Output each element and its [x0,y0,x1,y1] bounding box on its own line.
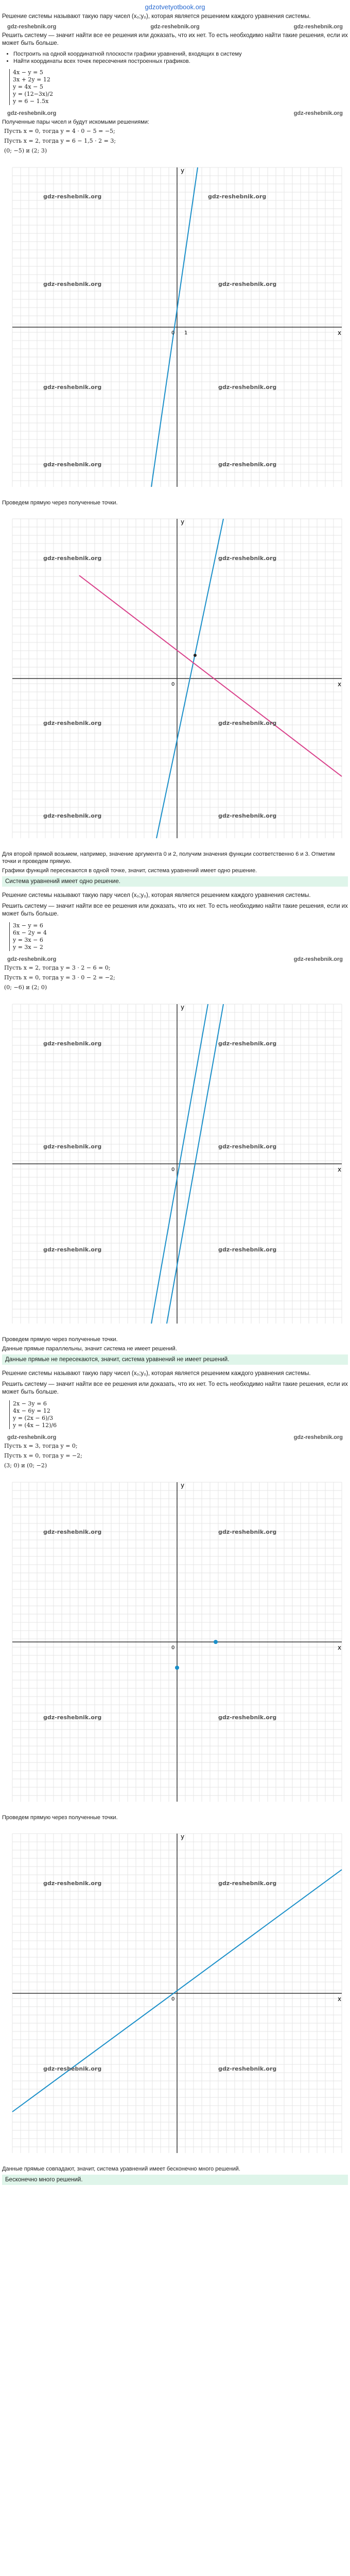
svg-text:gdz-reshebnik.org: gdz-reshebnik.org [43,2065,102,2072]
points-line: Пусть x = 2, тогда y = 3 · 2 − 6 = 0; [4,964,111,971]
svg-text:gdz-reshebnik.org: gdz-reshebnik.org [218,2065,277,2072]
svg-text:gdz-reshebnik.org: gdz-reshebnik.org [43,1143,102,1150]
svg-text:gdz-reshebnik.org: gdz-reshebnik.org [218,1246,277,1253]
draw-label: Проведем прямую через полученные точки. [2,1815,118,1821]
point-3-0 [214,1640,218,1644]
svg-text:gdz-reshebnik.org: gdz-reshebnik.org [43,1246,102,1253]
equation-system: 3x − y = 6 6x − 2y = 4 y = 3x − 6 y = 3x − 2 [9,922,47,951]
intro-text: Решение системы называют такую пару чисел (x₀;y₀), которая является решением каждого уравнения системы. [2,13,311,20]
svg-text:x: x [338,681,342,688]
answer-note: Графики функций пересекаются в одной точке, значит, система уравнений имеет одно решение. [2,868,257,874]
graph-1 [2,157,350,497]
points-label: Полученные пары чисел и будут искомыми решениями: [2,119,149,125]
svg-text:gdz-reshebnik.org: gdz-reshebnik.org [218,1880,277,1887]
answer-note: Данные прямые совпадают, значит, система уравнений имеет бесконечно много решений. [2,2166,240,2172]
points-line: Пусть x = 0, тогда y = −2; [4,1452,82,1459]
draw-label: Проведем прямую через полученные точки. [2,1336,118,1343]
point-0-minus-2 [175,1666,179,1670]
y-axis-label: y [181,167,185,174]
svg-text:x: x [338,1166,342,1173]
svg-text:y: y [181,1833,185,1840]
graph-3a [2,1472,350,1812]
method-text: Решить систему — значит найти все ее решения или доказать, что их нет. То есть необходимо найти такие решения, если их может быть больше. [2,903,348,917]
points-line: Пусть x = 0, тогда y = 4 · 0 − 5 = −5; [4,128,115,134]
svg-text:gdz-reshebnik.org: gdz-reshebnik.org [218,812,277,819]
intersection-point [194,654,197,657]
points-mark: (3; 0) и (0; −2) [4,1462,47,1469]
intro-text: Решение системы называют такую пару чисел (x₀;y₀), которая является решением каждого уравнения системы. [2,1370,311,1377]
method-text: Решить систему — значит найти все ее решения или доказать, что их нет. То есть необходимо найти такие решения, если их может быть больше. [2,32,348,46]
svg-text:gdz-reshebnik.org: gdz-reshebnik.org [43,720,102,726]
svg-text:gdz-reshebnik.org: gdz-reshebnik.org [43,1040,102,1047]
svg-text:gdz-reshebnik.org: gdz-reshebnik.org [43,384,102,391]
svg-text:gdz-reshebnik.org: gdz-reshebnik.org [218,461,277,468]
intro-text: Решение системы называют такую пару чисел (x₀;y₀), которая является решением каждого уравнения системы. [2,892,311,899]
svg-text:0: 0 [171,1996,175,2002]
x-axis-label: x [338,329,342,336]
graph-3b [2,1823,350,2163]
steps-list [7,50,348,65]
svg-text:y: y [181,518,185,526]
svg-text:gdz-reshebnik.org: gdz-reshebnik.org [218,384,277,391]
watermark: gdz-reshebnik.org [150,24,200,30]
step-item: • Найти координаты всех точек пересечения построенных графиков. [13,58,348,65]
svg-text:gdz-reshebnik.org: gdz-reshebnik.org [218,720,277,726]
graph-1b [2,509,350,849]
svg-text:gdz-reshebnik.org: gdz-reshebnik.org [43,1714,102,1721]
watermark: gdz-reshebnik.org [293,24,343,30]
svg-text:y: y [181,1004,185,1011]
svg-text:y: y [181,1482,185,1489]
solution-1: Решение системы называют такую пару чисел (x₀;y₀), которая является решением каждого уравнения системы. gdz-reshebnik.org gdz-reshebnik.org gdz-reshebnik.org Решить систему — значит найти все ее решения или доказать, что их нет. То есть необходимо найти такие решения, если их может быть больше. • Построить на одной координатной плоскости графики уравнений, входящих в систему • Найти координаты всех точек пересечения построенных графиков. 4x − y = 5 3x + 2y = 12 y = 4x − 5 y = (12−3x)/2 y = 6 − 1.5x gdz-reshebnik.org gdz-reshebnik.org Полученные пары чисел и будут искомыми решениями: Пусть x = 0, тогда y = 4 · 0 − 5 = −5; Пусть x = 2, тогда y = 6 − 1,5 · 2 = 3; (0; −5) и (2; 3) x y 0 1 gdz-reshebnik.org gdz-reshebnik.org gdz-reshebnik.org gdz-reshebnik.org gdz-reshebnik.org gdz-reshebnik.org gdz-reshebnik.org gdz-reshebnik.org Проведем прямую через полученные точки. x y 0 gdz-reshebnik.org gdz-reshebnik.org gdz-reshebnik.org gdz-reshebnik.org gdz-reshebnik.org gdz-reshebnik.org Для второй прямой возьмем, например, значение аргумента 0 и 2, получим значения функции соответственно 6 и 3. Отметим точки и проведем прямую. Графики функций пересекаются в одной точке, значит, система уравнений имеет одно решение. Система уравнений имеет одно решение. [0,13,350,887]
svg-text:gdz-reshebnik.org: gdz-reshebnik.org [43,555,102,562]
svg-text:x: x [338,1644,342,1651]
svg-text:0: 0 [171,1167,175,1173]
answer-note: Данные прямые параллельны, значит система не имеет решений. [2,1346,177,1352]
watermark: gdz-reshebnik.org [7,24,57,30]
svg-text:gdz-reshebnik.org: gdz-reshebnik.org [43,461,102,468]
svg-text:gdz-reshebnik.org: gdz-reshebnik.org [218,1714,277,1721]
svg-text:gdz-reshebnik.org: gdz-reshebnik.org [43,1880,102,1887]
points-line: Пусть x = 0, тогда y = 3 · 0 − 2 = −2; [4,974,115,981]
site-title[interactable]: gdzotvetyotbook.org [145,3,205,11]
equation-system: 2x − 3y = 6 4x − 6y = 12 y = (2x − 6)/3 y = (4x − 12)/6 [9,1400,57,1429]
solution-3: Решение системы называют такую пару чисел (x₀;y₀), которая является решением каждого уравнения системы. Решить систему — значит найти все ее решения или доказать, что их нет. То есть необходимо найти такие решения, если их может быть больше. 2x − 3y = 6 4x − 6y = 12 y = (2x − 6)/3 y = (4x − 12)/6 gdz-reshebnik.org gdz-reshebnik.org Пусть x = 3, тогда y = 0; Пусть x = 0, тогда y = −2; (3; 0) и (0; −2) x y 0 gdz-reshebnik.org gdz-reshebnik.org gdz-reshebnik.org gdz-reshebnik.org Проведем прямую через полученные точки. x y 0 gdz-reshebnik.org gdz-reshebnik.org gdz-reshebnik.org gdz-reshebnik.org Данные прямые совпадают, значит, система уравнений имеет бесконечно много решений. Бесконечно много решений. [0,1370,350,2185]
line-y-6-1.5x [79,575,342,776]
svg-text:x: x [338,1995,342,2003]
answer-box: Данные прямые не пересекаются, значит, система уравнений не имеет решений. [2,1354,348,1365]
svg-text:gdz-reshebnik.org: gdz-reshebnik.org [218,1040,277,1047]
graph-note: Для второй прямой возьмем, например, значение аргумента 0 и 2, получим значения функции соответственно 6 и 3. Отметим точки и проведем прямую. [2,851,335,865]
method-text: Решить систему — значит найти все ее решения или доказать, что их нет. То есть необходимо найти такие решения, если их может быть больше. [2,1381,348,1395]
equation-system: 4x − y = 5 3x + 2y = 12 y = 4x − 5 y = (12−3x)/2 y = 6 − 1.5x [9,69,53,105]
svg-text:gdz-reshebnik.org: gdz-reshebnik.org [43,281,102,287]
graph-2 [2,994,350,1334]
svg-text:gdz-reshebnik.org: gdz-reshebnik.org [218,281,277,287]
svg-text:gdz-reshebnik.org: gdz-reshebnik.org [43,193,102,200]
points-line: Пусть x = 2, тогда y = 6 − 1,5 · 2 = 3; [4,138,116,144]
solution-2: Решение системы называют такую пару чисел (x₀;y₀), которая является решением каждого уравнения системы. Решить систему — значит найти все ее решения или доказать, что их нет. То есть необходимо найти такие решения, если их может быть больше. 3x − y = 6 6x − 2y = 4 y = 3x − 6 y = 3x − 2 gdz-reshebnik.org gdz-reshebnik.org Пусть x = 2, тогда y = 3 · 2 − 6 = 0; Пусть x = 0, тогда y = 3 · 0 − 2 = −2; (0; −6) и (2; 0) x y 0 gdz-reshebnik.org gdz-reshebnik.org gdz-reshebnik.org gdz-reshebnik.org gdz-reshebnik.org gdz-reshebnik.org Проведем прямую через полученные точки. Данные прямые параллельны, значит система не имеет решений. Данные прямые не пересекаются, значит, система уравнений не имеет решений. [0,892,350,1365]
answer-box: Бесконечно много решений. [2,2175,348,2185]
svg-text:gdz-reshebnik.org: gdz-reshebnik.org [43,1529,102,1535]
svg-text:0: 0 [171,682,175,687]
points-mark: (0; −5) и (2; 3) [4,147,47,154]
draw-label: Проведем прямую через полученные точки. [2,500,118,506]
svg-text:gdz-reshebnik.org: gdz-reshebnik.org [218,1143,277,1150]
svg-text:gdz-reshebnik.org: gdz-reshebnik.org [218,1529,277,1535]
answer-box: Система уравнений имеет одно решение. [2,876,348,887]
points-mark: (0; −6) и (2; 0) [4,984,47,991]
step-item: • Построить на одной координатной плоскости графики уравнений, входящих в систему [13,50,348,58]
svg-text:gdz-reshebnik.org: gdz-reshebnik.org [43,812,102,819]
svg-text:gdz-reshebnik.org: gdz-reshebnik.org [218,555,277,562]
tick-one-label: 1 [184,330,188,336]
origin-label: 0 [171,330,175,336]
points-line: Пусть x = 3, тогда y = 0; [4,1443,78,1449]
svg-text:0: 0 [171,1645,175,1651]
svg-text:gdz-reshebnik.org: gdz-reshebnik.org [208,193,267,200]
